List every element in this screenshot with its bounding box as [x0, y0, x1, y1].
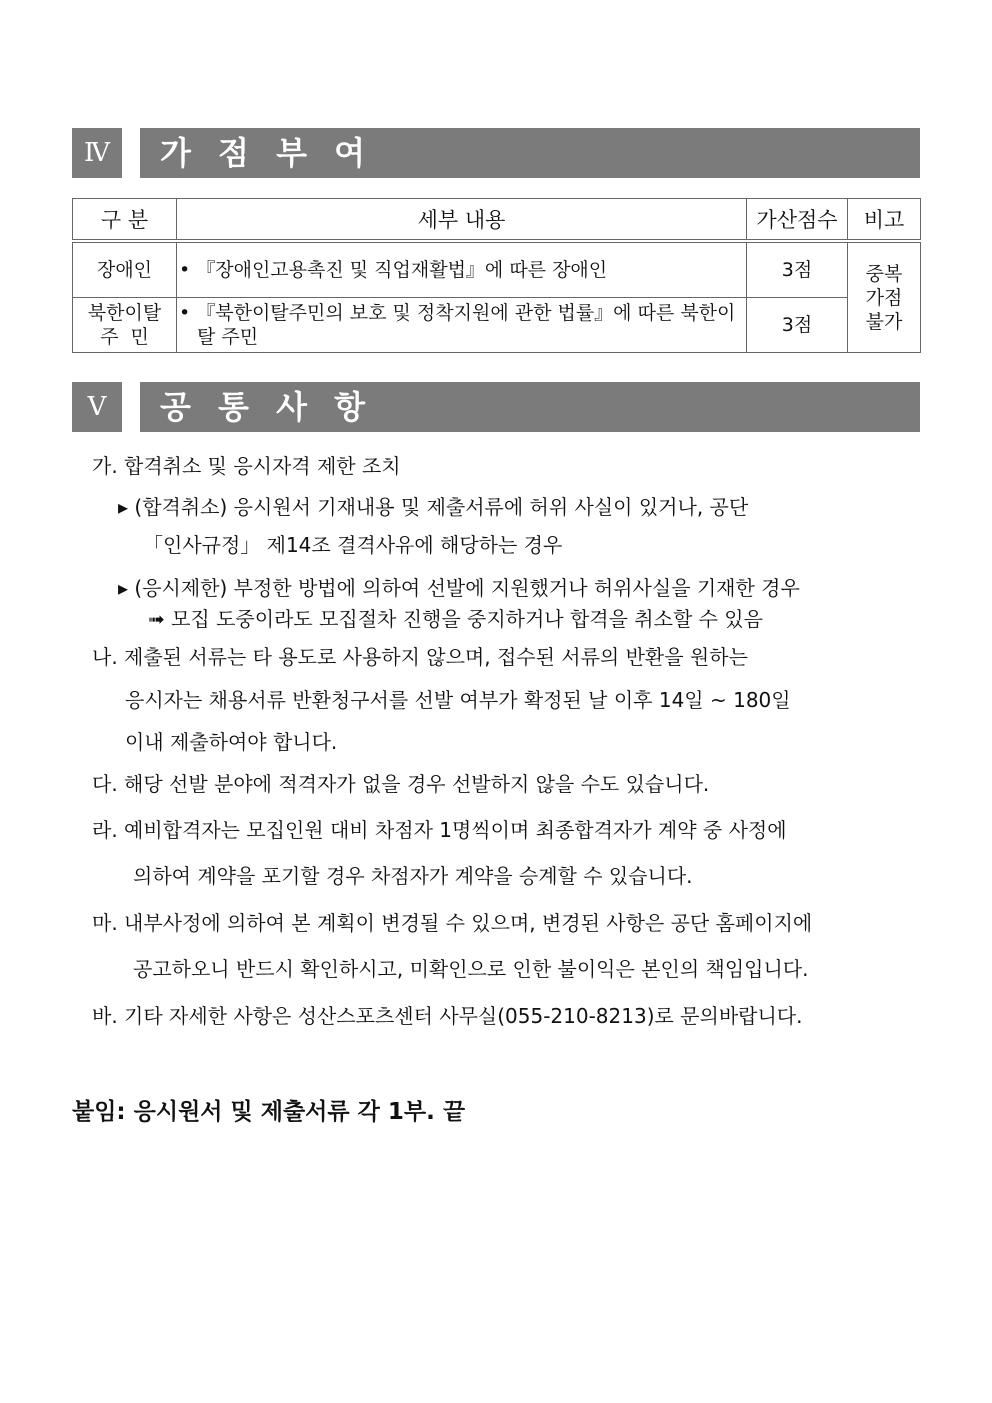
item-ga-heading: 가. 합격취소 및 응시자격 제한 조치: [92, 454, 401, 478]
table-row: [73, 241, 921, 298]
note-cell: [848, 241, 921, 353]
row-category-line: 주 민: [100, 326, 149, 348]
row-detail: [177, 241, 747, 298]
row-category-line: 북한이탈: [87, 302, 162, 324]
section-4-header: [72, 128, 920, 178]
note-line: 가점: [865, 286, 903, 309]
row-category: [73, 298, 177, 353]
row-score: 3점: [747, 241, 848, 298]
header-note: 비고: [848, 199, 921, 242]
attachment-line: 붙임: 응시원서 및 제출서류 각 1부. 끝: [72, 1099, 466, 1125]
note-line: 불가: [865, 310, 903, 333]
row-category: 장애인: [73, 241, 177, 298]
section-5-title: 공 통 사 항: [140, 382, 920, 432]
item-ba: 바. 기타 자세한 사항은 성산스포츠센터 사무실(055-210-8213)로 문의바랍니다.: [92, 1004, 803, 1028]
item-ga-arrow-note: ➟ 모집 도중이라도 모집절차 진행을 중지하거나 합격을 취소할 수 있음: [148, 607, 763, 631]
item-ga-bullet-2: ▸ (응시제한) 부정한 방법에 의하여 선발에 지원했거나 허위사실을 기재한 경우: [118, 576, 800, 600]
section-5-number: Ⅴ: [72, 382, 122, 432]
item-na-cont-2: 이내 제출하여야 합니다.: [125, 730, 338, 754]
row-detail: [177, 298, 747, 353]
section-5-header: [72, 382, 920, 432]
item-ra-cont: 의하여 계약을 포기할 경우 차점자가 계약을 승계할 수 있습니다.: [133, 864, 693, 888]
table-row: [73, 298, 921, 353]
row-detail-text: • 『북한이탈주민의 보호 및 정착지원에 관한 법률』에 따른 북한이탈 주민: [179, 302, 736, 348]
item-ra: 라. 예비합격자는 모집인원 대비 차점자 1명씩이며 최종합격자가 계약 중 사정에: [92, 818, 787, 842]
header-detail: 세부 내용: [177, 199, 747, 242]
bonus-points-table: [72, 198, 921, 353]
item-ma-cont: 공고하오니 반드시 확인하시고, 미확인으로 인한 불이익은 본인의 책임입니다.: [133, 957, 809, 981]
header-category: 구 분: [73, 199, 177, 242]
section-4-number: Ⅳ: [72, 128, 122, 178]
item-na-cont-1: 응시자는 채용서류 반환청구서를 선발 여부가 확정된 날 이후 14일 ~ 180일: [125, 688, 791, 712]
table-header-row: [73, 199, 921, 242]
item-ga-bullet-1-cont: 「인사규정」 제14조 결격사유에 해당하는 경우: [143, 533, 563, 557]
section-4-title: 가 점 부 여: [140, 128, 920, 178]
row-detail-text: • 『장애인고용촉진 및 직업재활법』에 따른 장애인: [179, 259, 608, 281]
item-na: 나. 제출된 서류는 타 용도로 사용하지 않으며, 접수된 서류의 반환을 원하는: [92, 645, 748, 669]
header-score: 가산점수: [747, 199, 848, 242]
item-da: 다. 해당 선발 분야에 적격자가 없을 경우 선발하지 않을 수도 있습니다.: [92, 772, 710, 796]
item-ga-bullet-1: ▸ (합격취소) 응시원서 기재내용 및 제출서류에 허위 사실이 있거나, 공단: [118, 495, 749, 519]
row-score: 3점: [747, 298, 848, 353]
item-ma: 마. 내부사정에 의하여 본 계획이 변경될 수 있으며, 변경된 사항은 공단 홈페이지에: [92, 911, 813, 935]
note-line: 중복: [865, 262, 903, 285]
